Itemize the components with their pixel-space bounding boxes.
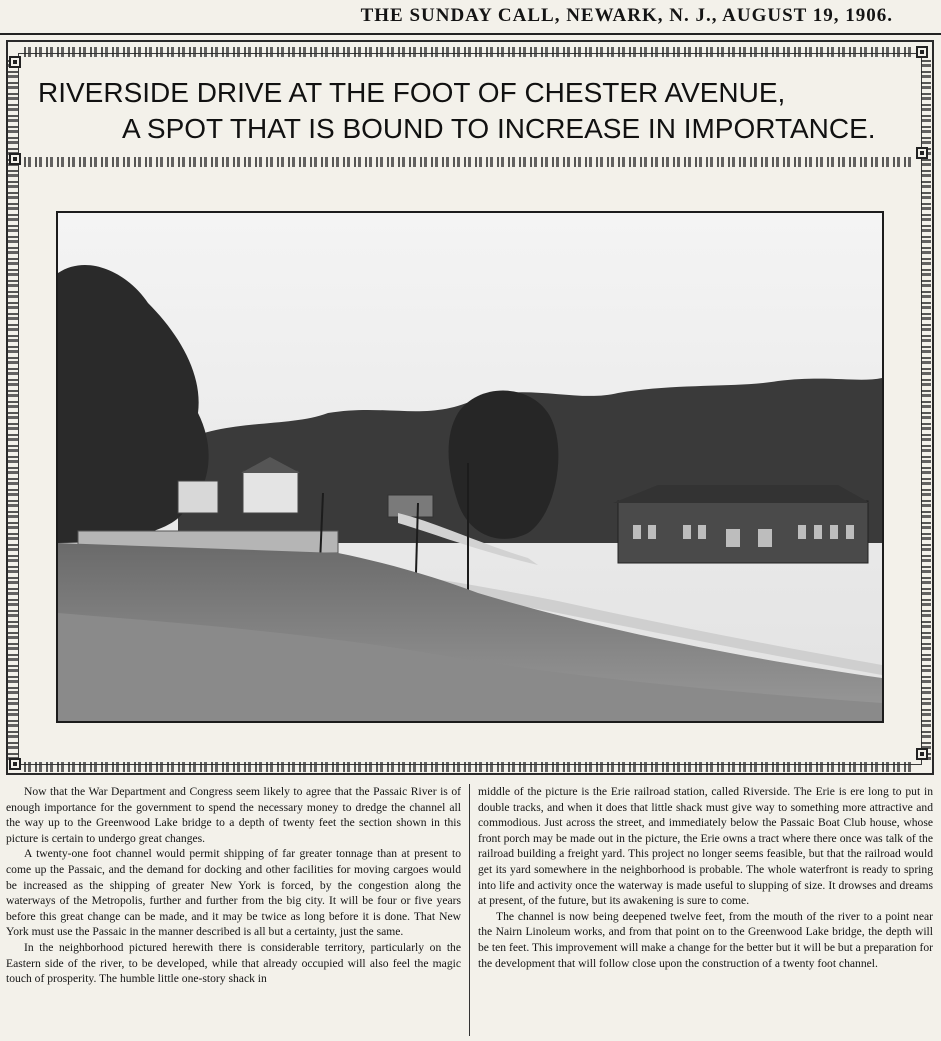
article-paragraph: In the neighborhood pictured herewith there is considerable territory, particularly on the Eastern side of the river, to be developed, while that already occupied will also feel the magic touch of prosperity. The humble little one-story shack in — [6, 940, 461, 986]
corner-ornament-mid-right — [916, 147, 928, 159]
photo-center-tree — [449, 391, 559, 539]
photograph — [56, 211, 884, 723]
corner-ornament-top-right — [916, 46, 928, 58]
corner-ornament-mid-left — [9, 153, 21, 165]
photograph-illustration — [58, 213, 882, 721]
column-divider — [469, 784, 470, 1036]
article-paragraph: The channel is now being deepened twelve feet, from the mouth of the river to a point near the Nairn Linoleum works, and from that point on to the Greenwood Lake bridge, the depth will be ten feet. This improvement will make a change for the better but it will be but a preparation for the development that will follow close upon the construction of a twenty foot channel. — [478, 909, 933, 970]
article-paragraph: middle of the picture is the Erie railroad station, called Riverside. The Erie is ere long to put in double tracks, and when it does that little shack must give way to something more attractive and commodious. Just across the street, and immediately below the Passaic Boat Club house, whose front porch may be made out in the picture, the Erie owns a tract where there once was talk of the railroad building a freight yard. This project no longer seems feasible, but that the railroad would get its yard somewhere in the neighborhood is probable. The whole waterfront is ready to spring into life and activity once the waterway is made useful to slupping of size. It drowses and dreams at present, of the future, but its awakening is sure to come. — [478, 785, 933, 908]
corner-ornament-bottom-left — [9, 758, 21, 770]
photo-house-left — [178, 481, 218, 513]
ornament-border-under-headline — [24, 157, 914, 167]
headline — [22, 70, 917, 154]
article-column-2 — [478, 784, 933, 971]
masthead-text: THE SUNDAY CALL, NEWARK, N. J., AUGUST 19, 1906. — [360, 5, 893, 26]
photo-boat-club-roof — [613, 485, 870, 503]
ornament-border-top — [24, 47, 914, 57]
headline-line-1: RIVERSIDE DRIVE AT THE FOOT OF CHESTER AVENUE, — [38, 77, 786, 108]
article-paragraph: Now that the War Department and Congress seem likely to agree that the Passaic River is of enough importance for the government to spend the necessary money to dredge the channel all the way up to the Greenwood Lake bridge to a depth of twenty feet the section shown in this picture is certain to undergo great changes. — [6, 785, 461, 845]
masthead — [0, 0, 941, 34]
corner-ornament-top-left — [9, 56, 21, 68]
article-paragraph: A twenty-one foot channel would permit shipping of far greater tonnage than at present to come up the Passaic, and the demand for docking and other facilities for moving cargoes would be increased as the shipping of greater New York is forced, by the congestion along the waterways of the Metropolis, further and further from the big city. It will be four or five years before this great change can be made, and it may be twice as long before it is done. That New York must use the Passaic in the manner described is all but a certainty, just the same. — [6, 847, 461, 939]
article-body — [0, 778, 941, 1041]
masthead-rule — [0, 33, 941, 35]
photo-shed — [388, 495, 433, 517]
photo-house-white — [243, 471, 298, 513]
ornament-border-right — [921, 60, 931, 760]
ornament-border-left — [8, 60, 18, 760]
ornament-border-bottom — [24, 762, 914, 772]
corner-ornament-bottom-right — [916, 748, 928, 760]
article-column-1 — [6, 784, 461, 987]
headline-line-2: A SPOT THAT IS BOUND TO INCREASE IN IMPORTANCE. — [122, 113, 876, 144]
